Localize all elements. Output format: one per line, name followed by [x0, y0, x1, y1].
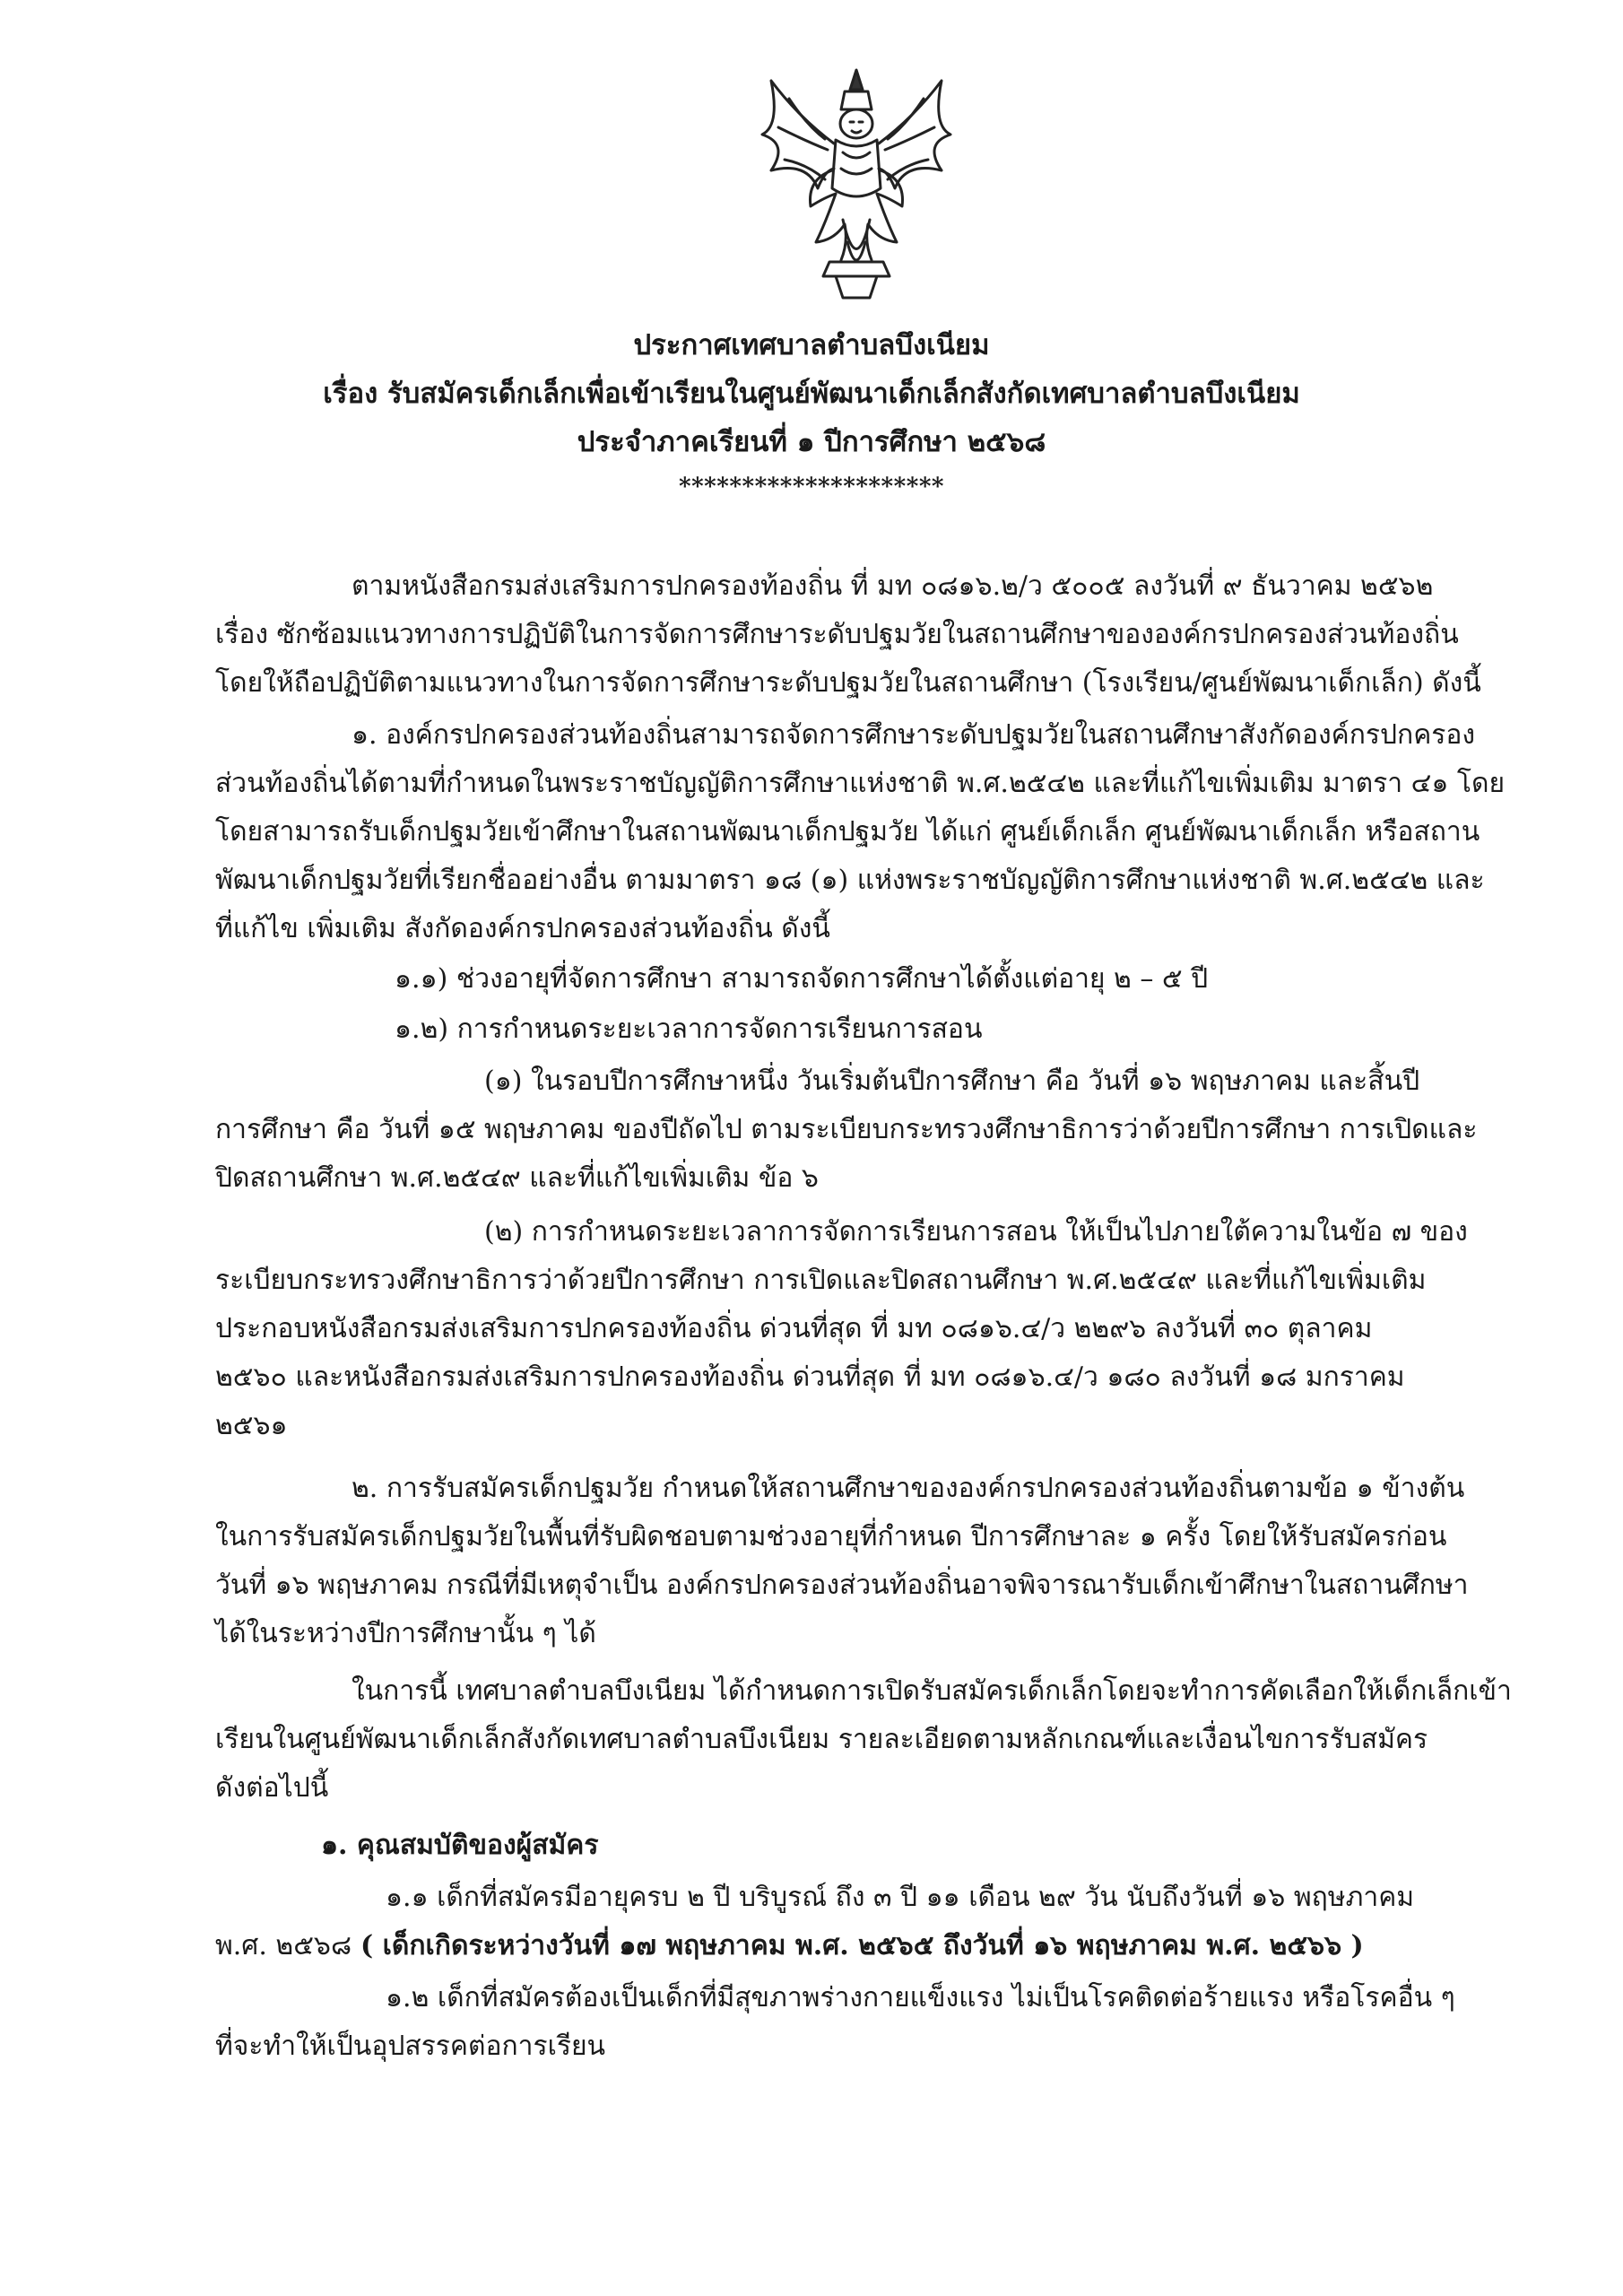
body-line: (๑) ในรอบปีการศึกษาหนึ่ง วันเริ่มต้นปีการศึกษา คือ วันที่ ๑๖ พฤษภาคม และสิ้นปี	[484, 1065, 1420, 1097]
body-line: ระเบียบกระทรวงศึกษาธิการว่าด้วยปีการศึกษา การเปิดและปิดสถานศึกษา พ.ศ.๒๕๔๙ และที่แก้ไขเพิ่มเติม	[215, 1265, 1427, 1296]
section-heading: ๑. คุณสมบัติของผู้สมัคร	[321, 1830, 599, 1861]
body-line: ๒๕๖๐ และหนังสือกรมส่งเสริมการปกครองท้องถิ่น ด่วนที่สุด ที่ มท ๐๘๑๖.๔/ว ๑๘๐ ลงวันที่ ๑๘ มกราคม	[215, 1361, 1405, 1393]
body-line: ปิดสถานศึกษา พ.ศ.๒๕๔๙ และที่แก้ไขเพิ่มเติม ข้อ ๖	[215, 1162, 819, 1194]
body-line: ได้ในระหว่างปีการศึกษานั้น ๆ ได้	[215, 1618, 596, 1649]
document-title: ประกาศเทศบาลตำบลบึงเนียม	[633, 329, 990, 361]
document-term: ประจำภาคเรียนที่ ๑ ปีการศึกษา ๒๕๖๘	[577, 426, 1046, 458]
body-line: ๑.๒) การกำหนดระยะเวลาการจัดการเรียนการสอน	[395, 1013, 983, 1045]
body-line: โดยสามารถรับเด็กปฐมวัยเข้าศึกษาในสถานพัฒนาเด็กปฐมวัย ได้แก่ ศูนย์เด็กเล็ก ศูนย์พัฒนาเด็กเล็ก หรือสถาน	[215, 816, 1480, 848]
birth-range-note: ( เด็กเกิดระหว่างวันที่ ๑๗ พฤษภาคม พ.ศ. ๒๕๖๕ ถึงวันที่ ๑๖ พฤษภาคม พ.ศ. ๒๕๖๖ )	[360, 1930, 1364, 1961]
body-line: พัฒนาเด็กปฐมวัยที่เรียกชื่ออย่างอื่น ตามมาตรา ๑๘ (๑) แห่งพระราชบัญญัติการศึกษาแห่งชาติ พ.ศ.๒๕๔๒ และ	[215, 865, 1485, 896]
separator-line: *********************	[678, 474, 945, 500]
body-line: (๒) การกำหนดระยะเวลาการจัดการเรียนการสอน ให้เป็นไปภายใต้ความในข้อ ๗ ของ	[484, 1216, 1468, 1248]
body-line: ๑.๒ เด็กที่สมัครต้องเป็นเด็กที่มีสุขภาพร่างกายแข็งแรง ไม่เป็นโรคติดต่อร้ายแรง หรือโรคอื่น ๆ	[386, 1982, 1455, 2013]
body-line: พ.ศ. ๒๕๖๘	[215, 1930, 352, 1961]
body-line: ๒๕๖๑	[215, 1410, 288, 1441]
body-line: วันที่ ๑๖ พฤษภาคม กรณีที่มีเหตุจำเป็น องค์กรปกครองส่วนท้องถิ่นอาจพิจารณารับเด็กเข้าศึกษาในสถานศึกษา	[215, 1570, 1469, 1601]
body-line: ส่วนท้องถิ่นได้ตามที่กำหนดในพระราชบัญญัติการศึกษาแห่งชาติ พ.ศ.๒๕๔๒ และที่แก้ไขเพิ่มเติม มาตรา ๔๑ โดย	[215, 768, 1506, 799]
body-line: ที่แก้ไข เพิ่มเติม สังกัดองค์กรปกครองส่วนท้องถิ่น ดังนี้	[215, 913, 830, 944]
body-line: ตามหนังสือกรมส่งเสริมการปกครองท้องถิ่น ที่ มท ๐๘๑๖.๒/ว ๕๐๐๕ ลงวันที่ ๙ ธันวาคม ๒๕๖๒	[352, 570, 1434, 602]
body-line: ๑.๑ เด็กที่สมัครมีอายุครบ ๒ ปี บริบูรณ์ ถึง ๓ ปี ๑๑ เดือน ๒๙ วัน นับถึงวันที่ ๑๖ พฤษภาคม	[386, 1882, 1415, 1913]
body-line: ประกอบหนังสือกรมส่งเสริมการปกครองท้องถิ่น ด่วนที่สุด ที่ มท ๐๘๑๖.๔/ว ๒๒๙๖ ลงวันที่ ๓๐ ตุลาคม	[215, 1313, 1373, 1344]
body-line: ดังต่อไปนี้	[215, 1772, 329, 1804]
body-line: เรื่อง ซักซ้อมแนวทางการปฏิบัติในการจัดการศึกษาระดับปฐมวัยในสถานศึกษาขององค์กรปกครองส่วนท้องถิ่น	[215, 619, 1459, 650]
body-line: โดยให้ถือปฏิบัติตามแนวทางในการจัดการศึกษาระดับปฐมวัยในสถานศึกษา (โรงเรียน/ศูนย์พัฒนาเด็กเล็ก) ดังนี้	[215, 667, 1481, 699]
body-line: ๑.๑) ช่วงอายุที่จัดการศึกษา สามารถจัดการศึกษาได้ตั้งแต่อายุ ๒ – ๕ ปี	[395, 963, 1209, 995]
body-line: ในการนี้ เทศบาลตำบลบึงเนียม ได้กำหนดการเปิดรับสมัครเด็กเล็กโดยจะทำการคัดเลือกให้เด็กเล็กเข้า	[352, 1675, 1512, 1707]
body-line: ในการรับสมัครเด็กปฐมวัยในพื้นที่รับผิดชอบตามช่วงอายุที่กำหนด ปีการศึกษาละ ๑ ครั้ง โดยให้รับสมัครก่อน	[215, 1521, 1447, 1552]
document-subject: เรื่อง รับสมัครเด็กเล็กเพื่อเข้าเรียนในศูนย์พัฒนาเด็กเล็กสังกัดเทศบาลตำบลบึงเนียม	[323, 378, 1300, 410]
body-line: เรียนในศูนย์พัฒนาเด็กเล็กสังกัดเทศบาลตำบลบึงเนียม รายละเอียดตามหลักเกณฑ์และเงื่อนไขการรับสมัคร	[215, 1724, 1428, 1755]
body-line: การศึกษา คือ วันที่ ๑๕ พฤษภาคม ของปีถัดไป ตามระเบียบกระทรวงศึกษาธิการว่าด้วยปีการศึกษา การเปิดและ	[215, 1114, 1478, 1145]
garuda-emblem-icon	[735, 63, 977, 305]
body-line: ที่จะทำให้เป็นอุปสรรคต่อการเรียน	[215, 2031, 606, 2062]
body-line: ๒. การรับสมัครเด็กปฐมวัย กำหนดให้สถานศึกษาขององค์กรปกครองส่วนท้องถิ่นตามข้อ ๑ ข้างต้น	[352, 1473, 1465, 1504]
body-line: ๑. องค์กรปกครองส่วนท้องถิ่นสามารถจัดการศึกษาระดับปฐมวัยในสถานศึกษาสังกัดองค์กรปกครอง	[352, 719, 1476, 751]
